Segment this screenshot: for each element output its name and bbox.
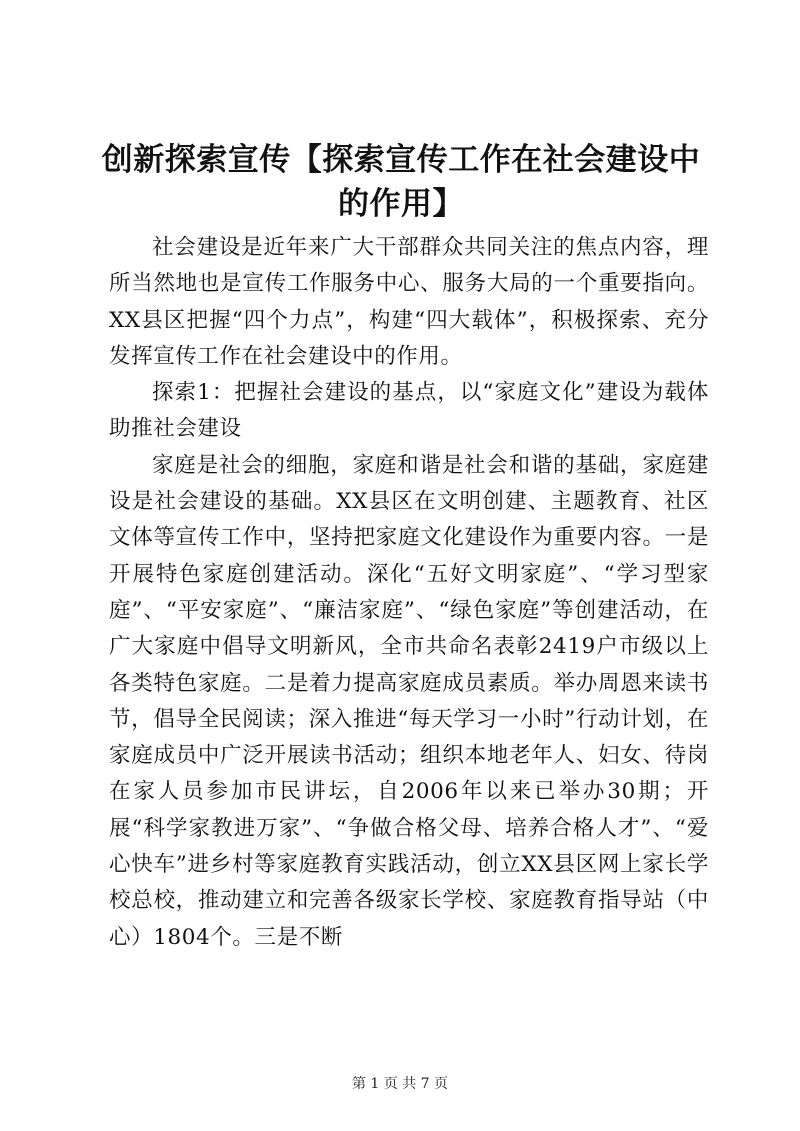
paragraph-family-culture: 家庭是社会的细胞，家庭和谐是社会和谐的基础，家庭建设是社会建设的基础。XX县区在文明创建、主题教育、社区文体等宣传工作中，坚持把家庭文化建设作为重要内容。一是开展特色家庭创建活动。深化“五好文明家庭”、“学习型家庭”、“平安家庭”、“廉洁家庭”、“绿色家庭”等创建活动，在广大家庭中倡导文明新风，全市共命名表彰2419户市级以上各类特色家庭。二是着力提高家庭成员素质。举办周恩来读书节，倡导全民阅读；深入推进“每天学习一小时”行动计划，在家庭成员中广泛开展读书活动；组织本地老年人、妇女、待岗在家人员参加市民讲坛，自2006年以来已举办30期；开展“科学家教进万家”、“争做合格父母、培养合格人才”、“爱心快车”进乡村等家庭教育实践活动，创立XX县区网上家长学校总校，推动建立和完善各级家长学校、家庭教育指导站（中心）1804个。三是不断 (109, 452, 709, 950)
document-body (109, 230, 709, 956)
document-title: 创新探索宣传【探索宣传工作在社会建设中的作用】 (101, 142, 701, 222)
paragraph-intro: 社会建设是近年来广大干部群众共同关注的焦点内容，理所当然地也是宣传工作服务中心、服务大局的一个重要指向。XX县区把握“四个力点”，构建“四大载体”，积极探索、充分发挥宣传工作在社会建设中的作用。 (109, 235, 709, 369)
paragraph-section-heading: 探索1：把握社会建设的基点，以“家庭文化”建设为载体助推社会建设 (109, 380, 709, 442)
page-footer: 第 1 页 共 7 页 (351, 1076, 449, 1092)
